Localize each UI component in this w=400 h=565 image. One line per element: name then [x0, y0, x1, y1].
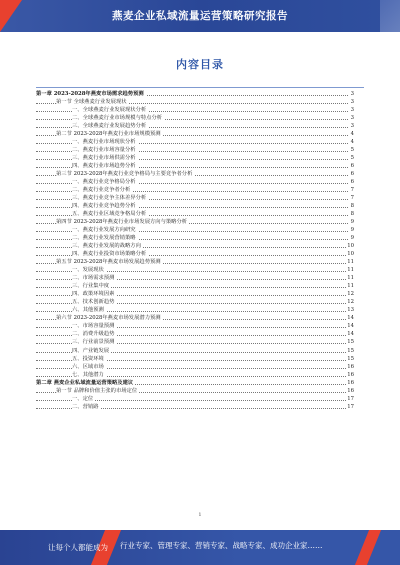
toc-entry-page: 3: [350, 107, 354, 114]
toc-entry-page: 14: [347, 315, 354, 322]
toc-entry-label: 一、市场容量预测: [72, 323, 115, 330]
toc-entry[interactable]: [36, 258, 354, 266]
toc-entry[interactable]: [36, 290, 354, 298]
toc-entry-label: 二、全球燕麦行业市场规模与特点分析: [72, 115, 163, 122]
toc-entry-page: 10: [347, 251, 354, 258]
toc-entry-page: 8: [350, 211, 354, 218]
toc-entry-label: 一、燕麦行业竞争格局分析: [72, 179, 136, 186]
toc-entry-label: 二、营销路: [72, 403, 99, 410]
toc-list: [36, 90, 354, 411]
toc-entry-page: 6: [350, 179, 354, 186]
toc-entry-page: 3: [350, 99, 354, 106]
toc-entry[interactable]: [36, 146, 354, 154]
toc-entry-page: 11: [347, 283, 354, 290]
toc-entry-page: 17: [347, 395, 354, 402]
toc-entry-label: 三、燕麦行业竞争主体差异分析: [72, 195, 147, 202]
toc-entry-page: 3: [350, 123, 354, 130]
toc-entry[interactable]: [36, 274, 354, 282]
toc-entry-page: 6: [350, 171, 354, 178]
toc-entry-page: 6: [350, 163, 354, 170]
toc-entry-page: 3: [350, 115, 354, 122]
toc-entry[interactable]: [36, 298, 354, 306]
toc-entry-label: 一、定位: [72, 395, 94, 402]
toc-entry-page: 13: [347, 307, 354, 314]
toc-entry-label: 四、燕麦行业市场趋势分析: [72, 163, 136, 170]
toc-entry-label: 三、燕麦行业市场供需分析: [72, 155, 136, 162]
toc-entry-page: 10: [347, 243, 354, 250]
toc-entry[interactable]: [36, 162, 354, 170]
toc-entry-page: 4: [350, 139, 354, 146]
toc-entry-label: 一、发展现状: [72, 267, 104, 274]
toc-entry-page: 9: [350, 227, 354, 234]
report-title: 燕麦企业私域流量运营策略研究报告: [112, 10, 288, 22]
toc-entry-label: 三、全球燕麦行业发展趋势分析: [72, 123, 147, 130]
toc-entry-page: 16: [347, 387, 354, 394]
toc-entry[interactable]: [36, 194, 354, 202]
toc-divider: [36, 87, 364, 88]
toc-entry-label: 四、政策环境因素: [72, 291, 115, 298]
toc-entry-label: 四、产业链发展: [72, 347, 110, 354]
toc-entry[interactable]: [36, 186, 354, 194]
toc-entry-label: 四、燕麦行业竞争趋势分析: [72, 203, 136, 210]
toc-entry[interactable]: [36, 282, 354, 290]
toc-entry-page: 15: [347, 355, 354, 362]
report-header-banner: [0, 0, 400, 32]
toc-entry-page: 7: [350, 195, 354, 202]
toc-entry[interactable]: [36, 355, 354, 363]
toc-entry-page: 17: [347, 403, 354, 410]
footer-red-stripe-right: [355, 530, 381, 565]
toc-entry-page: 16: [347, 363, 354, 370]
toc-entry[interactable]: [36, 114, 354, 122]
toc-entry-page: 14: [347, 331, 354, 338]
toc-entry-label: 第二节 2023-2028年燕麦行业市场规模预测: [56, 131, 161, 138]
toc-entry[interactable]: [36, 371, 354, 379]
toc-entry[interactable]: [36, 338, 354, 346]
toc-entry-page: 14: [347, 323, 354, 330]
toc-entry-page: 12: [347, 291, 354, 298]
toc-entry-page: 15: [347, 339, 354, 346]
toc-entry[interactable]: [36, 170, 354, 178]
toc-entry-page: 11: [347, 275, 354, 282]
toc-entry-label: 第一节 全球燕麦行业发展现状: [56, 99, 127, 106]
toc-entry[interactable]: [36, 403, 354, 411]
toc-entry-page: 3: [350, 91, 354, 97]
toc-entry[interactable]: [36, 266, 354, 274]
footer-slogan-left: 让每个人都能成为: [48, 543, 108, 552]
toc-entry[interactable]: [36, 387, 354, 395]
toc-entry-label: 一、全球燕麦行业发展现状分析: [72, 107, 147, 114]
toc-entry[interactable]: [36, 379, 354, 387]
toc-entry-label: 五、投资环境: [72, 355, 104, 362]
toc-entry[interactable]: [36, 98, 354, 106]
toc-entry-label: 三、行业集中度: [72, 283, 110, 290]
toc-entry-label: 六、其他预测: [72, 307, 104, 314]
toc-entry[interactable]: [36, 90, 354, 98]
toc-entry-page: 7: [350, 187, 354, 194]
toc-entry-label: 第一节 品牌和价值主张的市场定位: [56, 387, 138, 394]
toc-entry-page: 12: [347, 299, 354, 306]
toc-entry-page: 5: [350, 147, 354, 154]
toc-entry[interactable]: [36, 322, 354, 330]
toc-entry[interactable]: [36, 250, 354, 258]
toc-entry-page: 16: [347, 379, 354, 386]
toc-entry[interactable]: [36, 138, 354, 146]
toc-entry-label: 第二章 燕麦企业私域流量运营策略及建议: [36, 379, 134, 386]
toc-entry[interactable]: [36, 218, 354, 226]
toc-entry[interactable]: [36, 202, 354, 210]
toc-entry-label: 二、消费升级趋势: [72, 331, 115, 338]
toc-entry[interactable]: [36, 347, 354, 355]
toc-entry-label: 六、区域市场: [72, 363, 104, 370]
toc-entry-page: 5: [350, 155, 354, 162]
toc-heading: 内容目录: [176, 58, 224, 71]
toc-entry-label: 三、行业前景预测: [72, 339, 115, 346]
toc-entry[interactable]: [36, 363, 354, 371]
toc-entry[interactable]: [36, 130, 354, 138]
toc-entry-label: 一、燕麦行业发展方向研究: [72, 227, 136, 234]
toc-entry-label: 四、燕麦行业投资市场策略分析: [72, 251, 147, 258]
toc-entry-page: 4: [350, 131, 354, 138]
toc-entry-label: 五、燕麦行业区域竞争格局分析: [72, 211, 147, 218]
report-footer-banner: [0, 530, 400, 565]
toc-entry[interactable]: [36, 314, 354, 322]
toc-entry-label: 七、其他潜力: [72, 371, 104, 378]
toc-entry[interactable]: [36, 122, 354, 130]
toc-entry[interactable]: [36, 226, 354, 234]
toc-entry-label: 第四节 2023-2028年燕麦行业市场发展方向与策略分析: [56, 219, 188, 226]
toc-entry[interactable]: [36, 395, 354, 403]
toc-entry[interactable]: [36, 106, 354, 114]
toc-entry-label: 第三节 2023-2028年燕麦行业竞争格局与主要竞争者分析: [56, 171, 193, 178]
toc-entry[interactable]: [36, 210, 354, 218]
footer-slogan-right: 行业专家、管理专家、营销专家、战略专家、成功企业家……: [120, 541, 323, 550]
toc-entry-label: 一、燕麦行业市场现状分析: [72, 139, 136, 146]
toc-entry-label: 第一章 2023-2028年燕麦市场需求趋势预测: [36, 91, 144, 97]
toc-entry[interactable]: [36, 242, 354, 250]
toc-entry-label: 二、燕麦行业发展营销策略: [72, 235, 136, 242]
toc-entry[interactable]: [36, 178, 354, 186]
toc-entry[interactable]: [36, 330, 354, 338]
toc-entry-label: 三、燕麦行业发展的战略方向: [72, 243, 141, 250]
toc-entry-label: 二、市场需求预测: [72, 275, 115, 282]
toc-entry[interactable]: [36, 154, 354, 162]
toc-entry[interactable]: [36, 306, 354, 314]
toc-entry-page: 8: [350, 203, 354, 210]
page-number: 1: [198, 512, 202, 518]
toc-entry-label: 二、燕麦行业市场容量分析: [72, 147, 136, 154]
toc-entry-label: 第六节 2023-2028年燕麦市场发展潜力预测: [56, 315, 161, 322]
toc-entry-page: 11: [347, 267, 354, 274]
toc-entry-page: 9: [350, 219, 354, 226]
toc-entry[interactable]: [36, 234, 354, 242]
toc-entry-page: 11: [347, 259, 354, 266]
toc-entry-label: 第五节 2023-2028年燕麦市场发展趋势预测: [56, 259, 161, 266]
toc-entry-page: 16: [347, 371, 354, 378]
toc-entry-page: 9: [350, 235, 354, 242]
toc-entry-label: 五、技术创新趋势: [72, 299, 115, 306]
toc-entry-page: 15: [347, 347, 354, 354]
toc-entry-label: 二、燕麦行业竞争者分析: [72, 187, 131, 194]
